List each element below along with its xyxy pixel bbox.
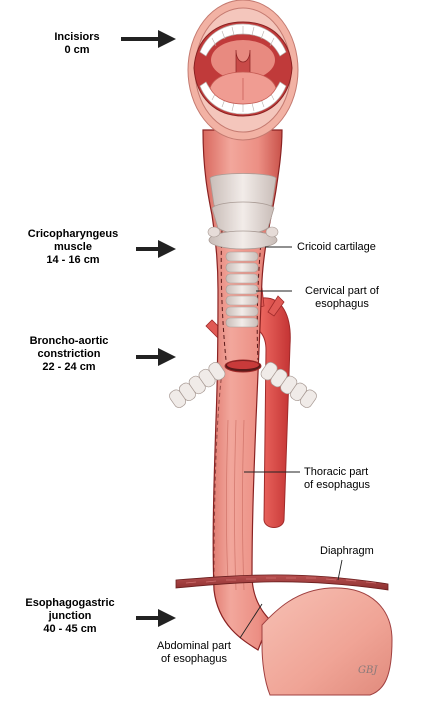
label-thoracic-line1: Thoracic part xyxy=(304,466,369,478)
label-cricopharyngeus-line2: muscle xyxy=(54,241,92,253)
open-mouth xyxy=(188,0,298,140)
label-broncho-aortic-line2: constriction xyxy=(37,348,101,360)
trachea xyxy=(226,252,258,327)
label-cricopharyngeus-line1: Cricopharyngeus xyxy=(27,228,119,240)
label-thoracic-part xyxy=(304,466,370,492)
label-ege-junction-line1: Esophagogastric xyxy=(25,597,115,609)
arrow-incisors xyxy=(121,30,176,48)
label-ege-junction-line2: junction xyxy=(48,610,92,622)
larynx-cartilage xyxy=(208,174,278,250)
label-thoracic-line2: of esophagus xyxy=(304,479,371,491)
arrow-cricopharyngeus xyxy=(136,240,176,258)
diaphragm xyxy=(176,575,388,590)
arrows xyxy=(121,30,176,627)
label-diaphragm: Diaphragm xyxy=(320,545,374,557)
label-ege-junction-distance: 40 - 45 cm xyxy=(43,623,97,635)
label-cricopharyngeus xyxy=(14,228,132,267)
artist-signature: GBJ xyxy=(358,665,378,676)
label-cervical-line2: esophagus xyxy=(315,298,369,310)
label-incisors xyxy=(48,31,106,57)
arrow-ege-junction xyxy=(136,609,176,627)
label-broncho-aortic xyxy=(14,335,124,374)
label-incisors-distance: 0 cm xyxy=(64,44,90,56)
label-cervical-part xyxy=(296,285,388,311)
label-cricopharyngeus-distance: 14 - 16 cm xyxy=(46,254,100,266)
label-cervical-line1: Cervical part of xyxy=(305,285,379,297)
label-ege-junction xyxy=(14,597,126,636)
label-broncho-aortic-line1: Broncho-aortic xyxy=(29,335,109,347)
stomach xyxy=(262,588,392,695)
leader-diaphragm xyxy=(338,560,342,580)
arrow-broncho-aortic xyxy=(136,348,176,366)
label-abdominal-part xyxy=(140,640,248,666)
label-abdominal-line2: of esophagus xyxy=(160,653,228,665)
label-broncho-aortic-distance: 22 - 24 cm xyxy=(42,361,96,373)
label-incisors-name: Incisiors xyxy=(54,31,100,43)
label-abdominal-line1: Abdominal part xyxy=(157,640,231,652)
label-cricoid-cartilage: Cricoid cartilage xyxy=(297,241,376,253)
